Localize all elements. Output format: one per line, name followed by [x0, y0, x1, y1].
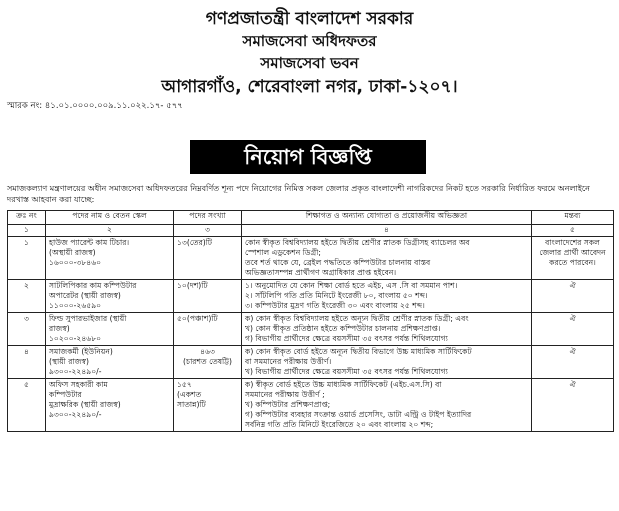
row-qualification: ক) কোন স্বীকৃত বিশ্ববিদ্যালয় হইতে অন্যূন দ্বিতীয় শ্রেণীর স্নাতক ডিগ্রী; এবং খ) কোন স্বীকৃত প্রতিষ্ঠান হইতে কম্পিউটার চালনায় প্রশিক্ষণপ্রাপ্ত। গ) বিভাগীয় প্রার্থীদের ক্ষেত্রে বয়সসীমা ৩৫ বৎসর পর্যন্ত শিথিলযোগ্য: [242, 313, 532, 346]
row-post: সাটলিপিকার কাম কম্পিউটার অপারেটর (স্থায়ী রাজস্ব) ১১০০০-২৬৫৯০: [46, 280, 174, 313]
header-remark: মন্তব্য: [532, 211, 614, 225]
header-gov-title: গণপ্রজাতন্ত্রী বাংলাদেশ সরকার: [205, 9, 414, 29]
table-header-row: [8, 211, 614, 225]
row-count: ১৫৭ (একশত সাতান্ন)টি: [174, 379, 242, 432]
column-index: ৩: [174, 225, 242, 237]
row-post: সমাজকর্মী (ইউনিয়ন) (স্থায়ী রাজস্ব) ৯৩০০-২২৪৯০/-: [46, 346, 174, 379]
row-post: অফিস সহকারী কাম কম্পিউটার মুদ্রাক্ষরিক (স্থায়ী রাজস্ব) ৯৩০০-২২৪৯০/-: [46, 379, 174, 432]
row-serial: ২: [8, 280, 46, 313]
table-row: [8, 237, 614, 280]
intro-paragraph: সমাজকল্যাণ মন্ত্রণালয়ের অধীন সমাজসেবা অধিদফতরের নিম্নবর্ণিত শূন্য পদে নিয়োগের নিমিত্ত সকল জেলার প্রকৃত বাংলাদেশী নাগরিকদের নিকট হতে সরকারি নির্ধারিত ফরমে অনলাইনে দরখাস্ত আহবান করা যাচ্ছে:: [7, 184, 590, 204]
row-remark: ঐ: [532, 313, 614, 346]
row-serial: ৪: [8, 346, 46, 379]
table-row: [8, 346, 614, 379]
row-post: হাউজ প্যারেন্ট কাম টিচার। (অস্থায়ী রাজস্ব) ১৬০০০-৩৮৪৬০: [46, 237, 174, 280]
table-row: [8, 313, 614, 346]
memo-number: স্মারক নং: ৪১.০১.০০০০.০০৯.১১.০২২.১৭- ৫৭৭: [7, 101, 183, 111]
header-address: আগারগাঁও, শেরেবাংলা নগর, ঢাকা-১২০৭।: [161, 77, 458, 97]
header-department: সমাজসেবা অধিদফতর: [242, 32, 377, 50]
row-count: ৫০(পঞ্চাশ)টি: [174, 313, 242, 346]
row-count: ১০(দশ)টি: [174, 280, 242, 313]
header-post-name: পদের নাম ও বেতন স্কেল: [46, 211, 174, 225]
row-serial: ৫: [8, 379, 46, 432]
row-qualification: ১। অনুমোদিত যে কোন শিক্ষা বোর্ড হতে এইচ, এস .সি বা সমমান পাশ। ২। সাঁটলিপি গতি প্রতি মিনিটে ইংরেজী ৮০, বাংলায় ৫০ শব্দ। ৩। কম্পিউটার মুদ্রণ গতি ইংরেজী ৩০ এবং বাংলায় ২৫ শব্দ।: [242, 280, 532, 313]
row-remark: ঐ: [532, 346, 614, 379]
row-serial: ৩: [8, 313, 46, 346]
column-index: ১: [8, 225, 46, 237]
header-serial: ক্রঃ নং: [8, 211, 46, 225]
row-qualification: ক) কোন স্বীকৃত বোর্ড হইতে অন্যূন দ্বিতীয় বিভাগে উচ্চ মাধ্যমিক সার্টিফিকেট বা সমমানের পরীক্ষায় উত্তীর্ণ। খ) বিভাগীয় প্রার্থীদের ক্ষেত্রে বয়সসীমা ৩৫ বৎসর পর্যন্ত শিথিলযোগ্য: [242, 346, 532, 379]
recruitment-banner: নিয়োগ বিজ্ঞপ্তি: [190, 140, 426, 174]
vacancy-table: [7, 210, 614, 432]
header-qualification: শিক্ষাগত ও অন্যান্য যোগ্যতা ও প্রয়োজনীয় অভিজ্ঞতা: [242, 211, 532, 225]
row-count: ১৩(তের)টি: [174, 237, 242, 280]
row-remark: ঐ: [532, 280, 614, 313]
row-remark: ঐ: [532, 379, 614, 432]
row-qualification: ক) স্বীকৃত বোর্ড হইতে উচ্চ মাধ্যমিক সার্টিফিকেট (এইচ.এস.সি) বা সমমানের পরীক্ষায় উত্তীর্ণ ; খ) কম্পিউটার প্রশিক্ষণপ্রাপ্ত; গ) কম্পিউটার ব্যবহার সংক্রান্ত ওয়ার্ড প্রসেসিং, ডাটা এন্ট্রি ও টাইপ ইত্যাদির সর্বনিম্ন গতি প্রতি মিনিটে ইংরেজিতে ২০ এবং বাংলায় ২০ শব্দ;: [242, 379, 532, 432]
table-row: [8, 379, 614, 432]
column-index: ৫: [532, 225, 614, 237]
row-qualification: কোন স্বীকৃত বিশ্ববিদ্যালয় হইতে দ্বিতীয় শ্রেণীর স্নাতক ডিগ্রীসহ ব্যাচেলর অব স্পেশাল এডুকেশন ডিগ্রী; তবে শর্ত থাকে যে, ব্রেইল পদ্ধতিতে কম্পিউটার চালনায় বাস্তব অভিজ্ঞতাসম্পন্ন প্রার্থীগণ অগ্রাধিকার প্রাপ্ত হইবেন।: [242, 237, 532, 280]
header-post-count: পদের সংখ্যা: [174, 211, 242, 225]
row-serial: ১: [8, 237, 46, 280]
row-post: ফিল্ড সুপারভাইজার (স্থায়ী রাজস্ব) ১০২০০-২৪৬৮০: [46, 313, 174, 346]
column-index-row: [8, 225, 614, 237]
header-building: সমাজসেবা ভবন: [260, 54, 359, 72]
column-index: ৪: [242, 225, 532, 237]
table-row: [8, 280, 614, 313]
row-remark: বাংলাদেশের সকল জেলার প্রার্থী আবেদন করতে পারবেন।: [532, 237, 614, 280]
row-count: ৪৬৩ (চারশত তেষট্টি): [174, 346, 242, 379]
column-index: ২: [46, 225, 174, 237]
